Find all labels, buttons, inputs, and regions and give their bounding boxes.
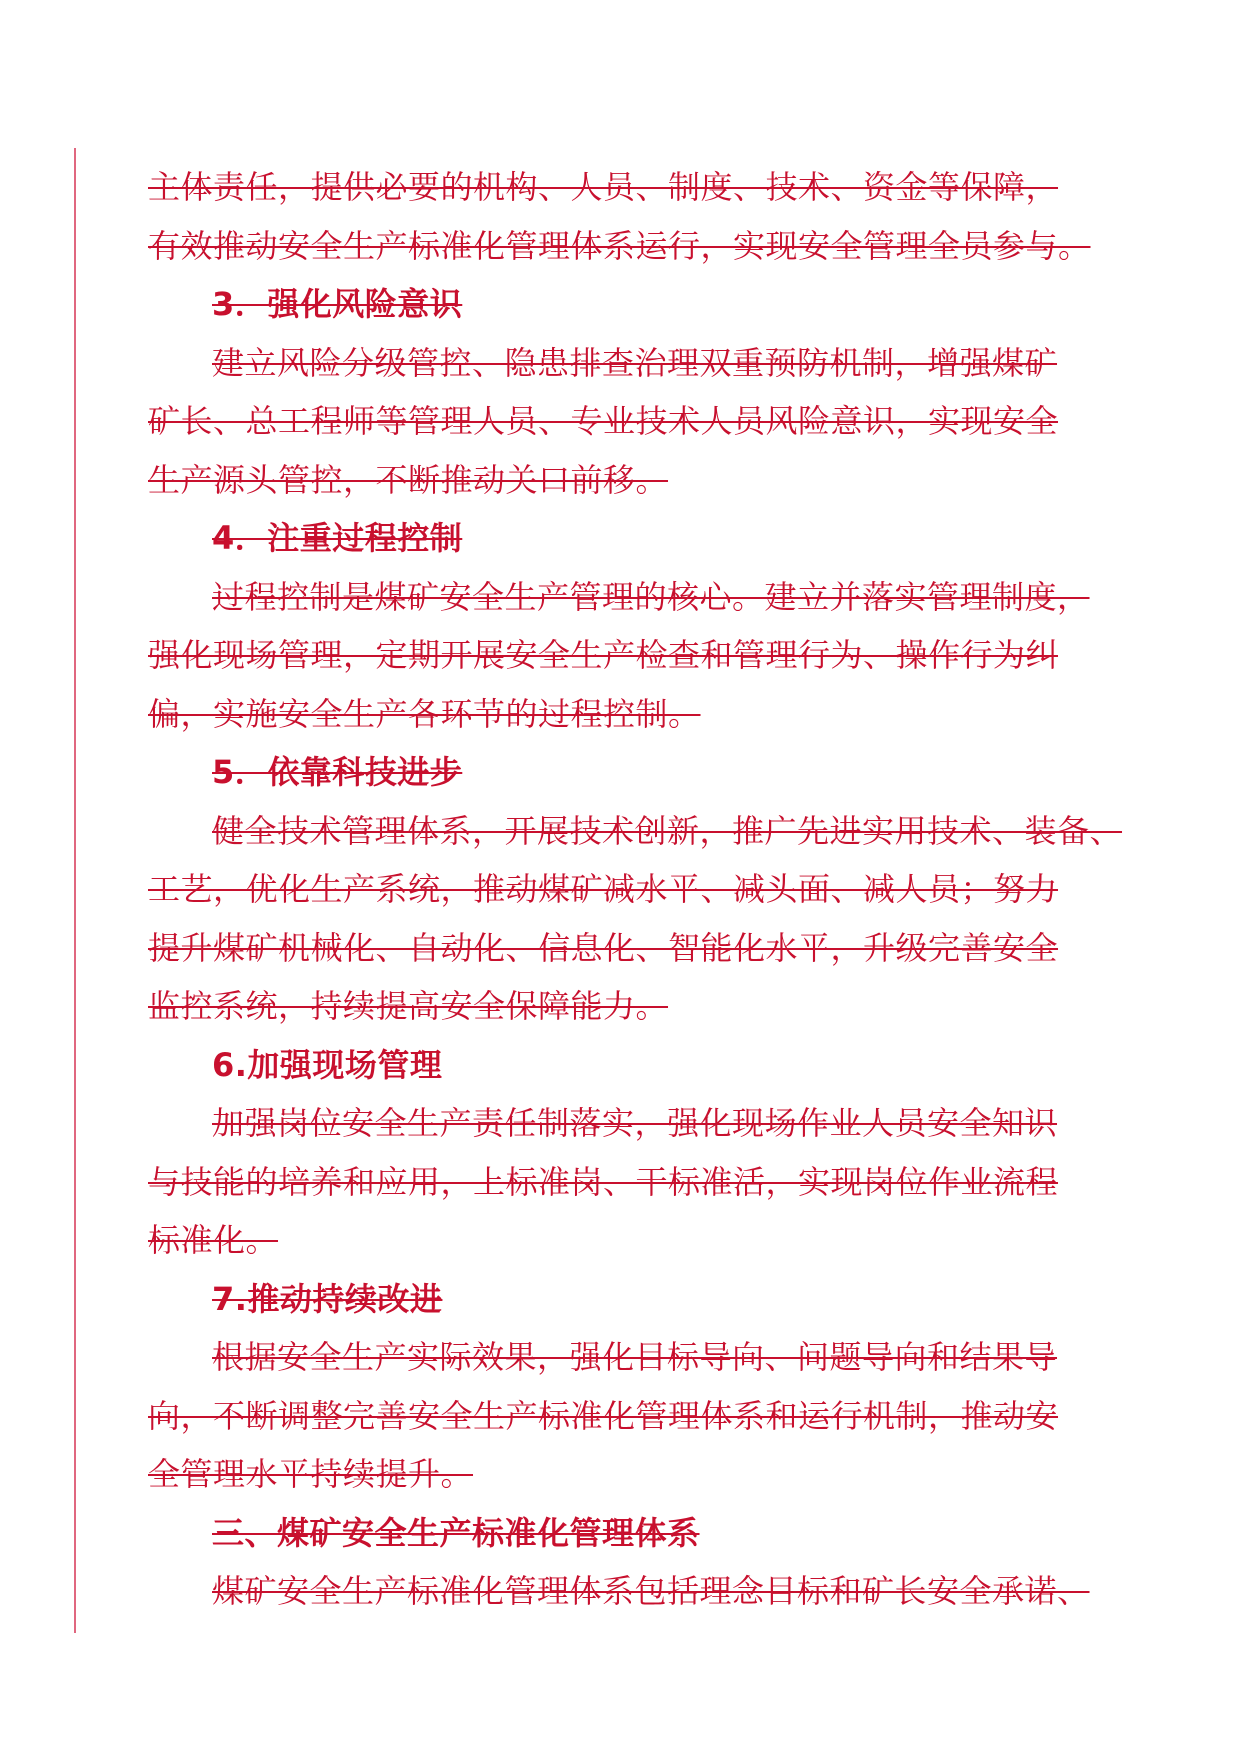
text-line-2: 有效推动安全生产标准化管理体系运行，实现安全管理全员参与。 <box>148 226 1091 265</box>
text-line-8: 过程控制是煤矿安全生产管理的核心。建立并落实管理制度， <box>212 577 1090 616</box>
text-line-4: 建立风险分级管控、隐患排查治理双重预防机制，增强煤矿 <box>212 343 1058 382</box>
text-line-9: 强化现场管理，定期开展安全生产检查和管理行为、操作行为纠 <box>148 636 1059 674</box>
text-line-25: 煤矿安全生产标准化管理体系包括理念目标和矿长安全承诺、 <box>212 1572 1090 1610</box>
text-line-12: 健全技术管理体系，开展技术创新，推广先进实用技术、装备、 <box>212 811 1123 850</box>
text-line-10: 偏，实施安全生产各环节的过程控制。 <box>148 694 701 733</box>
text-line-23: 全管理水平持续提升。 <box>148 1455 474 1493</box>
text-line-22: 向，不断调整完善安全生产标准化管理体系和运行机制，推动安 <box>148 1396 1059 1435</box>
text-line-17: 加强岗位安全生产责任制落实，强化现场作业人员安全知识 <box>212 1104 1058 1142</box>
section-heading-7: 7.推动持续改进 <box>212 1279 443 1318</box>
document-body <box>148 158 1123 1621</box>
text-line-14: 提升煤矿机械化、自动化、信息化、智能化水平，升级完善安全 <box>148 928 1059 967</box>
text-line-13: 工艺，优化生产系统，推动煤矿减水平、减头面、减人员；努力 <box>148 870 1059 908</box>
text-line-5: 矿长、总工程师等管理人员、专业技术人员风险意识，实现安全 <box>148 402 1059 440</box>
section-heading-3: 3．强化风险意识 <box>212 285 463 323</box>
chapter-heading-3: 三、煤矿安全生产标准化管理体系 <box>212 1513 700 1552</box>
section-heading-4: 4．注重过程控制 <box>212 519 463 557</box>
section-heading-6: 6.加强现场管理 <box>212 1045 443 1084</box>
text-line-6: 生产源头管控，不断推动关口前移。 <box>148 460 669 499</box>
section-heading-5: 5．依靠科技进步 <box>212 753 463 791</box>
text-line-18: 与技能的培养和应用，上标准岗、干标准活，实现岗位作业流程 <box>148 1162 1059 1201</box>
text-line-19: 标准化。 <box>148 1221 279 1259</box>
text-line-21: 根据安全生产实际效果，强化目标导向、问题导向和结果导 <box>212 1338 1058 1376</box>
text-line-15: 监控系统，持续提高安全保障能力。 <box>148 987 669 1025</box>
text-line-1: 主体责任，提供必要的机构、人员、制度、技术、资金等保障， <box>148 168 1059 206</box>
change-margin-bar <box>74 148 76 1633</box>
